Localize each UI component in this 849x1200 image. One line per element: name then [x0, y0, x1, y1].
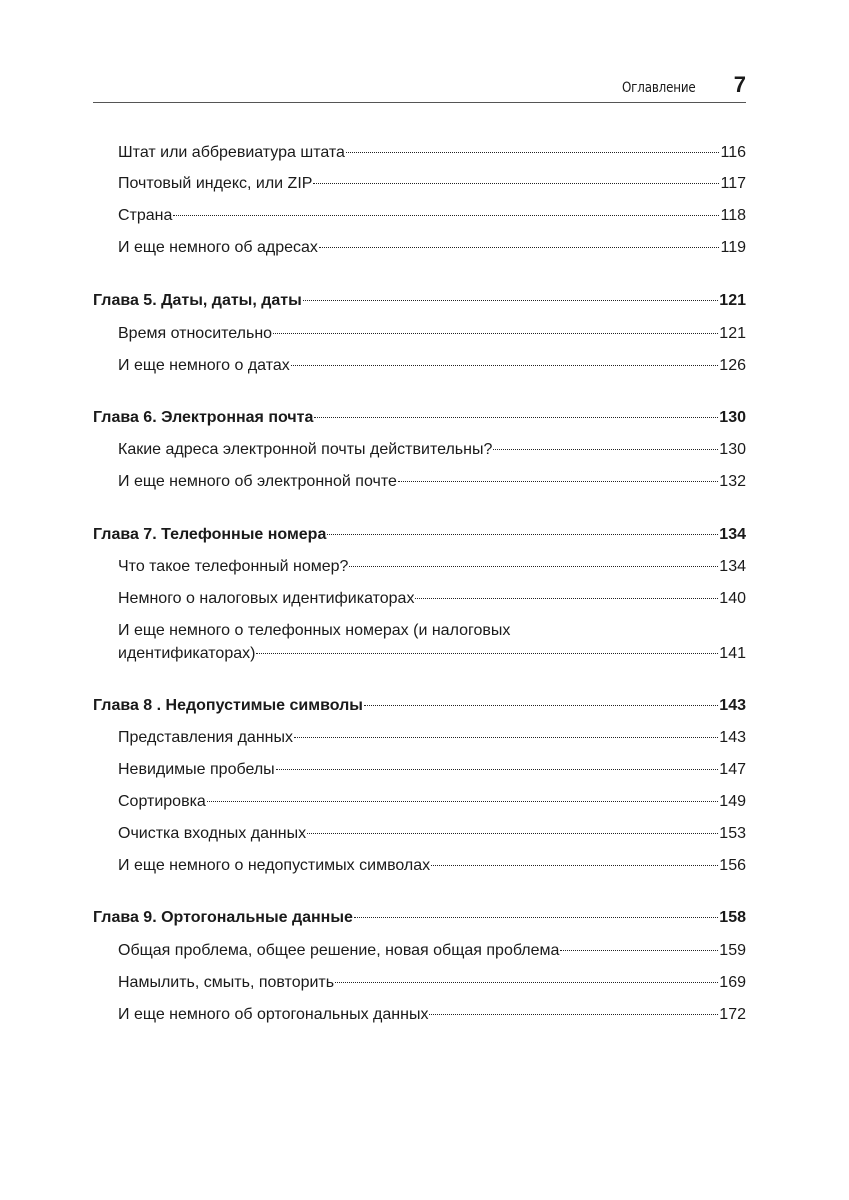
toc-chapter-title: Глава 7. Телефонные номера — [93, 526, 327, 543]
toc-chapter[interactable] — [93, 697, 746, 715]
toc-entry[interactable] — [118, 974, 746, 992]
toc-entry-title: Невидимые пробелы — [118, 761, 275, 778]
toc-chapter[interactable] — [93, 409, 746, 427]
toc-entry-title: Штат или аббревиатура штата — [118, 144, 345, 161]
toc-chapter-title: Глава 6. Электронная почта — [93, 409, 314, 426]
toc-entry-page: 169 — [719, 974, 746, 991]
toc-entry[interactable] — [118, 1006, 746, 1024]
toc-entry-page: 134 — [719, 558, 746, 575]
dot-leader — [364, 705, 718, 706]
toc-entry-page: 156 — [719, 857, 746, 874]
toc-entry-title: Какие адреса электронной почты действительны? — [118, 441, 493, 458]
dot-leader — [398, 481, 718, 482]
toc-entry-page: 143 — [719, 729, 746, 746]
toc-entry-title: Почтовый индекс, или ZIP — [118, 175, 313, 192]
toc-chapter-title: Глава 9. Ортогональные данные — [93, 909, 353, 926]
toc-chapter[interactable] — [93, 909, 746, 927]
toc-chapter-title: Глава 5. Даты, даты, даты — [93, 292, 302, 309]
dot-leader — [291, 365, 719, 366]
dot-leader — [207, 801, 718, 802]
page-number: 7 — [733, 72, 746, 97]
dot-leader — [346, 152, 720, 153]
toc-entry-page: 121 — [719, 325, 746, 342]
toc-entry-title: идентификаторах) — [118, 645, 256, 662]
toc-entry[interactable] — [118, 825, 746, 843]
toc-entry-page: 118 — [720, 207, 746, 224]
toc-entry-title: Очистка входных данных — [118, 825, 307, 842]
toc-entry-title: И еще немного об ортогональных данных — [118, 1006, 429, 1023]
dot-leader — [256, 653, 718, 654]
toc-entry[interactable] — [118, 761, 746, 779]
dot-leader — [493, 449, 718, 450]
toc-entry[interactable] — [118, 558, 746, 576]
toc-entry[interactable] — [118, 441, 746, 459]
toc-chapter-page: 130 — [719, 409, 746, 426]
toc-entry-page: 147 — [719, 761, 746, 778]
dot-leader — [415, 598, 718, 599]
dot-leader — [173, 215, 719, 216]
toc-entry[interactable] — [118, 207, 746, 225]
toc-entry-title: Общая проблема, общее решение, новая общая проблема — [118, 942, 560, 959]
toc-entry-page: 119 — [720, 239, 746, 256]
dot-leader — [314, 417, 718, 418]
dot-leader — [307, 833, 718, 834]
toc-chapter[interactable] — [93, 292, 746, 310]
toc-entry-title: Немного о налоговых идентификаторах — [118, 590, 415, 607]
toc-chapter-page: 134 — [719, 526, 746, 543]
toc-entry-title: Намылить, смыть, повторить — [118, 974, 335, 991]
toc-chapter-page: 121 — [719, 292, 746, 309]
toc-entry-page: 159 — [719, 942, 746, 959]
toc-entry[interactable] — [118, 473, 746, 491]
toc-chapter[interactable] — [93, 526, 746, 544]
header-title: Оглавление — [622, 80, 696, 96]
toc-entry-page: 141 — [719, 645, 746, 662]
toc-entry-title: Что такое телефонный номер? — [118, 558, 349, 575]
toc-entry[interactable] — [118, 325, 746, 343]
dot-leader — [349, 566, 718, 567]
toc-entry-title: Представления данных — [118, 729, 293, 746]
toc-entry[interactable] — [118, 729, 746, 747]
toc-entry-page: 172 — [719, 1006, 746, 1023]
toc-entry-page: 149 — [719, 793, 746, 810]
toc-entry[interactable] — [118, 645, 746, 663]
dot-leader — [294, 737, 718, 738]
toc-entry-title: И еще немного об электронной почте — [118, 473, 397, 490]
toc-entry-page: 126 — [719, 357, 746, 374]
toc-entry[interactable] — [118, 144, 746, 162]
toc-entry[interactable] — [118, 357, 746, 375]
toc-chapter-title: Глава 8 . Недопустимые символы — [93, 697, 363, 714]
toc-entry-title: И еще немного об адресах — [118, 239, 318, 256]
toc-entry-page: 116 — [720, 144, 746, 161]
toc-entry[interactable] — [118, 793, 746, 811]
dot-leader — [560, 950, 718, 951]
dot-leader — [354, 917, 718, 918]
toc-entry[interactable] — [118, 239, 746, 257]
dot-leader — [335, 982, 718, 983]
dot-leader — [429, 1014, 718, 1015]
toc-entry-title: Страна — [118, 207, 173, 224]
toc-entry[interactable] — [118, 857, 746, 875]
toc-entry-title-line1[interactable]: И еще немного о телефонных номерах (и налоговых — [118, 622, 511, 639]
dot-leader — [276, 769, 719, 770]
toc-entry-title: И еще немного о датах — [118, 357, 290, 374]
dot-leader — [313, 183, 719, 184]
toc-entry-page: 130 — [719, 441, 746, 458]
toc-entry-page: 117 — [720, 175, 746, 192]
dot-leader — [273, 333, 718, 334]
toc-entry[interactable] — [118, 942, 746, 960]
dot-leader — [303, 300, 719, 301]
toc-entry-page: 153 — [719, 825, 746, 842]
toc-entry-page: 132 — [719, 473, 746, 490]
dot-leader — [431, 865, 718, 866]
toc-entry-page: 140 — [719, 590, 746, 607]
dot-leader — [327, 534, 718, 535]
toc-chapter-page: 158 — [719, 909, 746, 926]
toc-entry[interactable] — [118, 590, 746, 608]
toc-entry-title: Сортировка — [118, 793, 206, 810]
toc-entry-title: И еще немного о недопустимых символах — [118, 857, 431, 874]
toc-entry-title: Время относительно — [118, 325, 273, 342]
toc-chapter-page: 143 — [719, 697, 746, 714]
dot-leader — [319, 247, 720, 248]
toc-entry[interactable] — [118, 175, 746, 193]
